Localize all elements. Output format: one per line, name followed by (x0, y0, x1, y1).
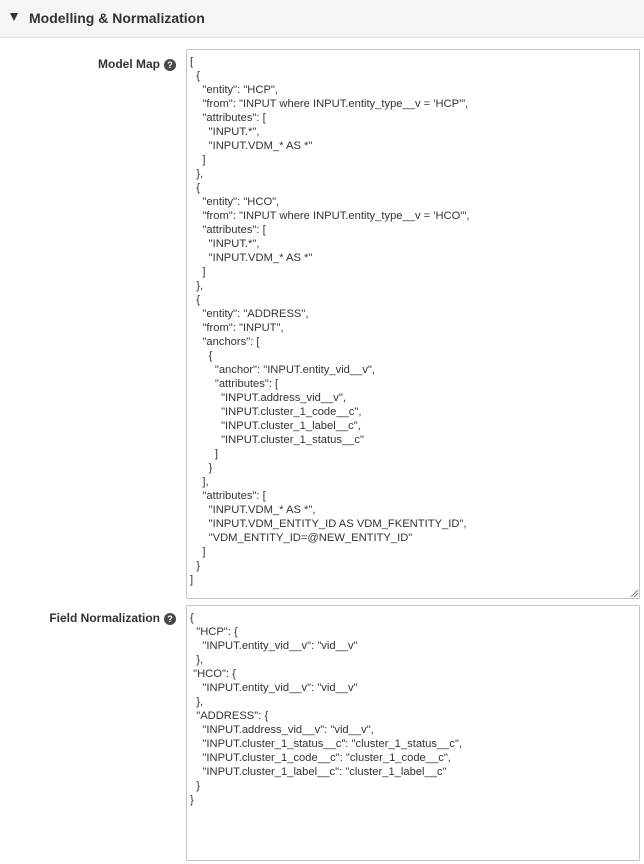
field-normalization-label: Field Normalization (49, 611, 160, 625)
model-map-label: Model Map (98, 57, 160, 71)
field-normalization-textarea[interactable] (186, 605, 640, 861)
caret-down-icon[interactable] (10, 13, 18, 21)
model-map-textarea[interactable] (186, 49, 640, 599)
section-title: Modelling & Normalization (29, 10, 205, 26)
field-normalization-help-icon[interactable]: ? (164, 613, 176, 625)
section-header-modelling-normalization[interactable] (0, 0, 644, 38)
model-map-help-icon[interactable]: ? (164, 59, 176, 71)
resize-grip-icon[interactable] (629, 588, 639, 598)
